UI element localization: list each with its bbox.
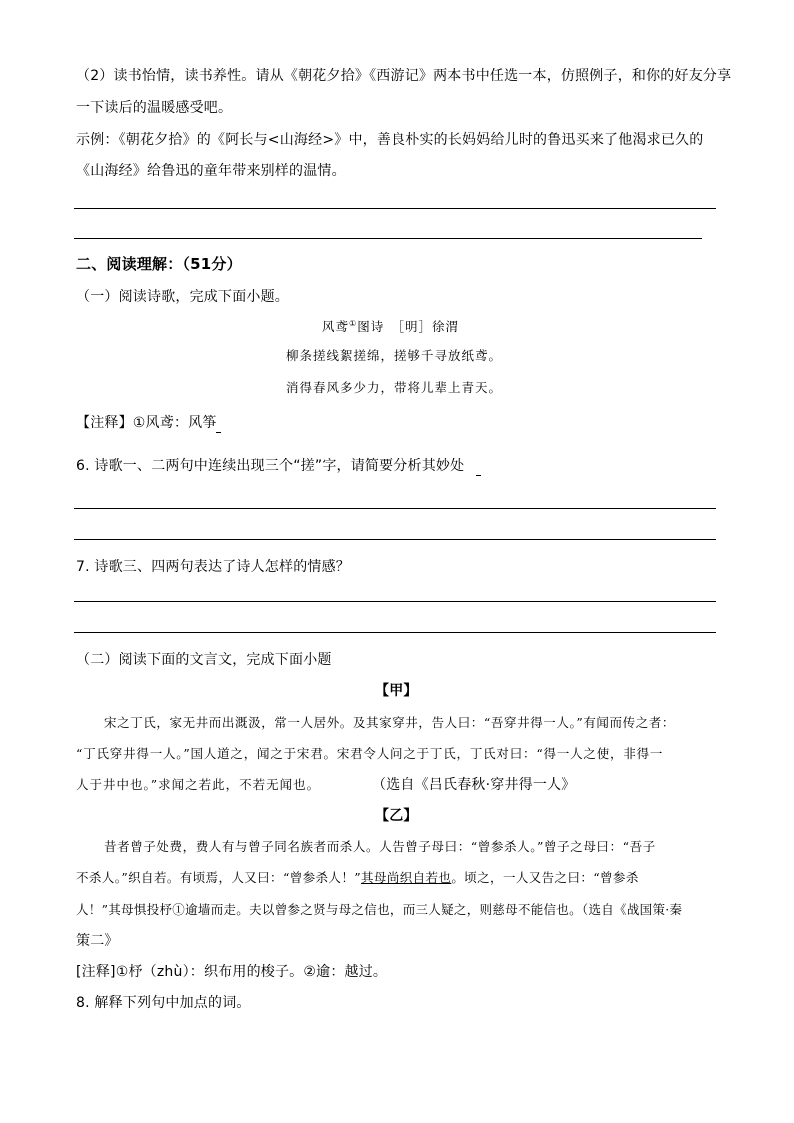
passage-jia-line1: 宋之丁氏，家无井而出溉汲，常一人居外。及其家穿井，告人曰：“吾穿井得一人。”有闻而传之者： (104, 715, 676, 730)
passage-yi-line2: 不杀人。”织自若。有顷焉，人又曰：“曾参杀人！”其母尚织自若也。顷之，一人又告之曰：“曾参杀 (76, 870, 639, 885)
passage-yi-label: 【乙】 (375, 808, 418, 824)
passage-yi-line3: 人！”其母惧投杼①逾墙而走。夫以曾参之贤与母之信也，而三人疑之，则慈母不能信也。（选自《战国策·秦 (76, 902, 683, 917)
answer-line[interactable] (74, 508, 716, 509)
note-marker: ① (349, 318, 358, 328)
blank-mark (476, 475, 481, 476)
answer-line[interactable] (74, 601, 716, 602)
poem-line1: 柳条搓线絮搓绵，搓够千寻放纸鸢。 (286, 348, 503, 363)
answer-line[interactable] (74, 539, 716, 540)
part1-title: （一）阅读诗歌，完成下面小题。 (76, 289, 289, 305)
part2-title: （二）阅读下面的文言文，完成下面小题 (76, 652, 332, 668)
q2-line1: （2）读书怡情，读书养性。请从《朝花夕拾》《西游记》两本书中任选一本，仿照例子，和你的好友分享 (76, 68, 732, 84)
passage-jia-line2: “丁氏穿井得一人。”国人道之，闻之于宋君。宋君令人问之于丁氏，丁氏对曰：“得一人之使，非得一 (76, 746, 664, 761)
q2-example-line2: 《山海经》给鲁迅的童年带来别样的温情。 (76, 163, 346, 179)
answer-line[interactable] (74, 238, 702, 239)
poem-line2: 消得春风多少力，带将儿辈上青天。 (286, 380, 503, 395)
passage-jia-label: 【甲】 (375, 683, 418, 699)
passage-yi-line1: 昔者曾子处费，费人有与曾子同名族者而杀人。人告曾子母曰：“曾参杀人。”曾子之母曰：“吾子 (104, 839, 656, 854)
underlined-sentence: 其母尚织自若也 (361, 870, 452, 885)
passage-jia-source: （选自《吕氏春秋·穿井得一人》 (372, 777, 576, 793)
section-title: 二、阅读理解：（51分） (76, 255, 242, 273)
question-8: 8. 解释下列句中加点的词。 (76, 995, 251, 1011)
answer-line[interactable] (74, 208, 716, 209)
question-6: 6. 诗歌一、二两句中连续出现三个“搓”字，请简要分析其妙处 (76, 458, 465, 474)
notes: [注释]①杼（zhù）：织布用的梭子。②逾：越过。 (76, 964, 388, 980)
passage-yi-line4: 策二》 (76, 933, 119, 949)
answer-line[interactable] (74, 632, 716, 633)
question-7: 7. 诗歌三、四两句表达了诗人怎样的情感？ (76, 559, 351, 575)
passage-jia-line3: 人于井中也。”求闻之若此，不若无闻也。 (76, 777, 321, 792)
poem-note: 【注释】①风鸢：风筝 (76, 415, 217, 431)
blank-mark (216, 432, 221, 433)
q2-example-line1: 示例：《朝花夕拾》的《阿长与<山海经>》中，善良朴实的长妈妈给儿时的鲁迅买来了他渴求已久的 (76, 132, 704, 148)
q2-line2: 一下读后的温暖感受吧。 (76, 100, 233, 116)
poem-title: 风鸢①图诗 ［明］徐渭 (322, 318, 459, 334)
